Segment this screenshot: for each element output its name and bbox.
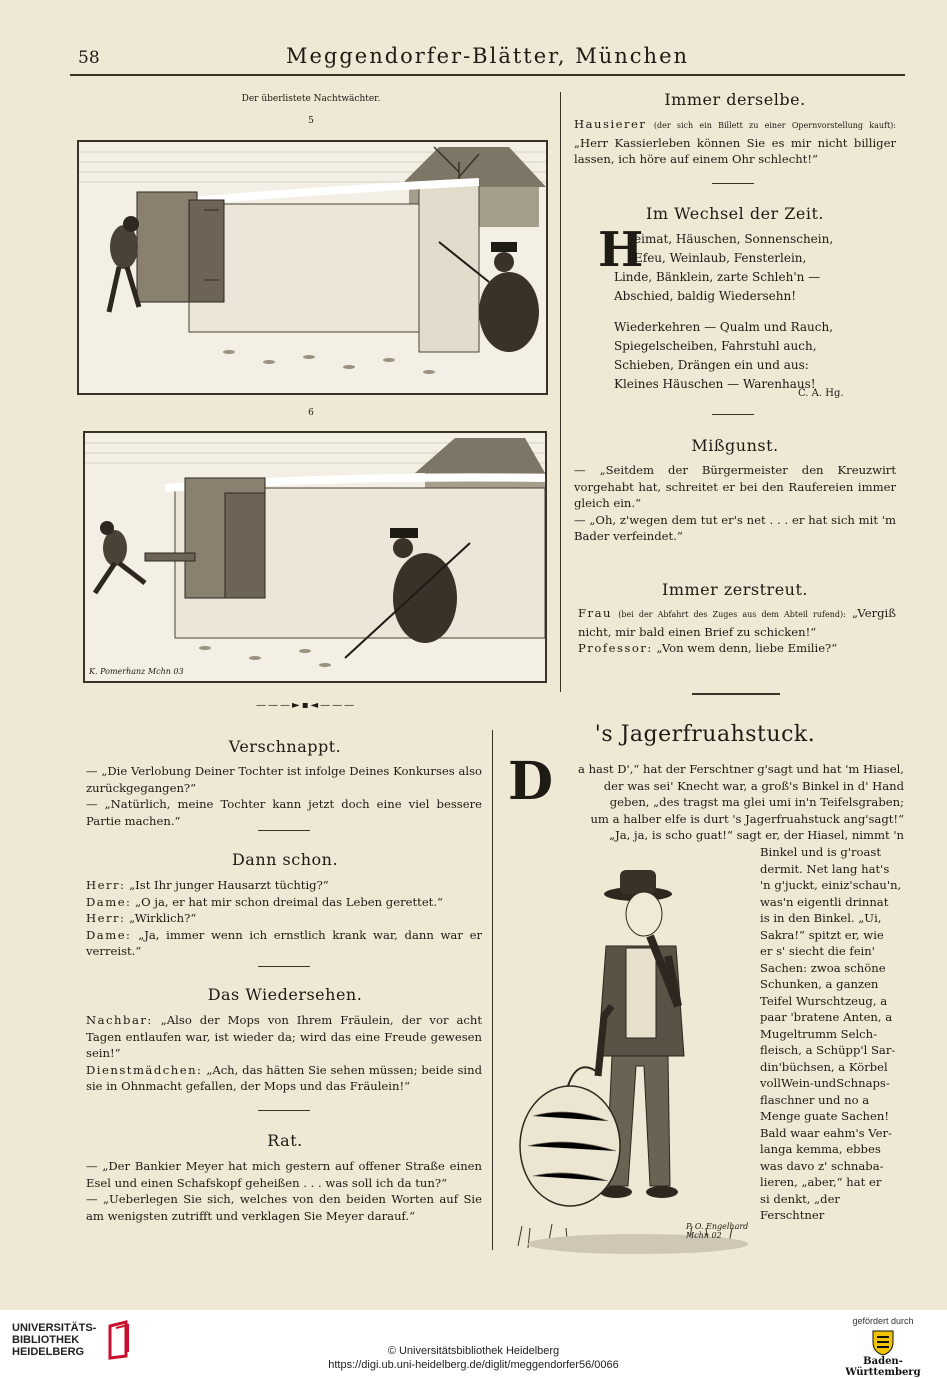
state-name: Baden-Württemberg — [845, 1356, 921, 1378]
panel-signature: K. Pomerhanz Mchn 03 — [89, 667, 184, 676]
poem-line: Efeu, Weinlaub, Fensterlein, — [634, 251, 807, 265]
permalink-url[interactable]: https://digi.ub.uni-heidelberg.de/diglit/meggendorfer56/0066 — [328, 1359, 619, 1371]
story-line: a hast D',“ hat der Ferschtner g'sagt und hat 'm Hiasel, — [577, 762, 904, 776]
verschnappt-line-2: — „Natürlich, meine Tochter kann jetzt doch eine viel bessere Partie machen.“ — [86, 797, 482, 828]
verschnappt-title: Verschnappt. — [228, 737, 342, 756]
column-rule-top — [560, 92, 561, 692]
story-line: fleisch, a Schüpp'l Sar- — [760, 1043, 896, 1057]
speaker: Professor: — [578, 641, 653, 655]
library-name-line-3: HEIDELBERG — [12, 1346, 85, 1358]
zerstreut-text — [578, 605, 896, 657]
hiasel-signature: P. O. Engelhard Mchn 02 — [686, 1222, 749, 1240]
page-number: 58 — [78, 48, 100, 68]
divider — [712, 414, 754, 415]
poem-stanza-1 — [614, 230, 894, 306]
missgunst-line-2: — „Oh, z'wegen dem tut er's net . . . er hat sich mit 'm Bader verfeindet.“ — [574, 512, 896, 543]
immer-derselbe-text — [574, 116, 896, 168]
story-line: lieren, „aber,“ hat er — [760, 1175, 882, 1189]
digitization-footer — [0, 1310, 947, 1378]
missgunst-title: Mißgunst. — [691, 436, 779, 455]
story-dropcap: D — [508, 751, 554, 812]
story-line: „Ja, ja, is scho guat!“ sagt er, der Hiasel, nimmt 'n — [609, 828, 904, 842]
story-line: was'n eigentli drinnat — [760, 894, 889, 909]
story-line: dermit. Net lang hat's — [760, 861, 890, 876]
story-line: langa kemma, ebbes — [760, 1142, 881, 1156]
divider — [258, 1110, 310, 1111]
comic-panel-6 — [83, 431, 547, 683]
speaker: Dame: — [86, 927, 132, 942]
jager-title: 's Jagerfruahstuck. — [594, 722, 816, 747]
dialogue: „Herr Kassierleben können Sie es mir nicht billiger lassen, ich höre auf einem Ohr schlecht!“ — [574, 135, 896, 166]
section-ornament: ———►▪◄——— — [256, 700, 357, 711]
rat-line-2: — „Ueberlegen Sie sich, welches von den beiden Worten auf Sie am wenigsten zutrifft und verklagen Sie Meyer darauf.“ — [86, 1192, 482, 1223]
divider — [258, 830, 310, 831]
missgunst-line-1: — „Seitdem der Bürgermeister den Kreuzwirt vorgehabt hat, schreitet er bei den Raufereien immer gleich ein.“ — [574, 463, 896, 510]
jager-text-narrow — [760, 844, 904, 1224]
poem-line: eimat, Häuschen, Sonnenschein, — [634, 232, 834, 246]
speaker: Dienstmädchen: — [86, 1062, 203, 1077]
speaker: Nachbar: — [86, 1013, 153, 1027]
dann-schon-text — [86, 877, 482, 960]
library-name-line-1: UNIVERSITÄTS- — [12, 1322, 97, 1334]
credit-block — [0, 1344, 947, 1372]
story-line: din'büchsen, a Körbel — [760, 1059, 888, 1074]
story-line: si denkt, „der Ferschtner — [760, 1191, 840, 1222]
wechsel-title: Im Wechsel der Zeit. — [646, 204, 824, 223]
dialogue: „Von wem denn, liebe Emilie?“ — [656, 641, 838, 655]
comic-caption: Der überlistete Nachtwächter. — [241, 94, 381, 104]
speaker: Herr: — [86, 878, 126, 892]
wiedersehen-text — [86, 1012, 482, 1095]
rat-line-1: — „Der Bankier Meyer hat mich gestern auf offener Straße einen Esel und einen Schafskopf geheißen . . . was soll ich da tun?“ — [86, 1159, 482, 1190]
rat-text — [86, 1158, 482, 1224]
poem-line: Kleines Häuschen — Warenhaus! — [614, 377, 816, 391]
story-line: paar 'bratene Anten, a — [760, 1010, 893, 1024]
story-line: Teifel Wurschtzeug, a — [760, 993, 888, 1008]
poem-dropcap: H — [598, 222, 644, 278]
story-line: um a halber elfe is durt 's Jagerfruahstuck ang'sagt!“ — [590, 811, 904, 826]
story-line: Sachen: zwoa schöne — [760, 960, 886, 975]
story-line: Schunken, a ganzen — [760, 977, 879, 991]
dialogue: „Ist Ihr junger Hausarzt tüchtig?“ — [129, 878, 329, 892]
library-name-line-2: BIBLIOTHEK — [12, 1334, 80, 1346]
dialogue: „Ja, immer wenn ich ernstlich krank war, dann war er verreist.“ — [86, 927, 482, 958]
dialogue: „Ach, das hätten Sie sehen müssen; beide sind sie in Ohnmacht gefallen, der Mops und das Fräulein!“ — [86, 1062, 482, 1093]
story-line: Sakra!“ spitzt er, wie — [760, 927, 884, 942]
page-header — [70, 40, 905, 76]
story-line: flaschner und no a — [760, 1092, 870, 1107]
speaker: Herr: — [86, 911, 126, 925]
divider — [712, 183, 754, 184]
story-line: er s' siecht die fein' — [760, 944, 875, 958]
poem-stanza-2 — [614, 318, 894, 394]
dialogue: „Also der Mops von Ihrem Fräulein, der vor acht Tagen entlaufen war, ist wieder da; wird das eine Freude gewesen sein!“ — [86, 1013, 482, 1060]
story-line: geben, „des tragst ma glei umi in'n Teifelsgraben; — [609, 795, 904, 809]
poem-line: Linde, Bänklein, zarte Schleh'n — — [614, 270, 821, 284]
copyright-text: © Universitätsbibliothek Heidelberg — [387, 1345, 560, 1357]
journal-title: Meggendorfer-Blätter, München — [285, 44, 690, 68]
verschnappt-text — [86, 763, 482, 829]
story-line: was davo z' schnaba- — [760, 1158, 884, 1173]
stage-direction: (bei der Abfahrt des Zuges aus dem Abteil rufend): — [618, 610, 846, 619]
state-coat-of-arms-icon — [869, 1328, 897, 1356]
story-line: Binkel und is g'roast — [760, 845, 882, 859]
verschnappt-line-1: — „Die Verlobung Deiner Tochter ist infolge Deines Konkurses also zurückgegangen?“ — [86, 764, 482, 795]
missgunst-text — [574, 462, 896, 545]
panel-6-number: 6 — [308, 408, 314, 418]
wiedersehen-title: Das Wiedersehen. — [207, 985, 363, 1004]
speaker: Frau — [578, 606, 612, 620]
poem-line: Spiegelscheiben, Fahrstuhl auch, — [614, 339, 817, 353]
funded-by-label: gefördert durch — [852, 1316, 914, 1326]
jager-text-wide — [502, 761, 904, 844]
story-line: Bald waar eahm's Ver- — [760, 1125, 892, 1140]
story-line: 'n g'juckt, einiz'schau'n, — [760, 878, 902, 892]
funding-logo[interactable] — [833, 1316, 933, 1378]
comic-panel-5 — [77, 140, 548, 395]
column-rule-bottom — [492, 730, 493, 1250]
dann-schon-title: Dann schon. — [231, 850, 339, 869]
zerstreut-title: Immer zerstreut. — [662, 580, 808, 599]
poem-line: Abschied, baldig Wiedersehn! — [614, 289, 797, 303]
dialogue: „Vergiß nicht, mir bald einen Brief zu schicken!“ — [578, 606, 896, 639]
story-line: vollWein-undSchnaps- — [760, 1076, 890, 1090]
poem-line: Schieben, Drängen ein und aus: — [614, 358, 809, 372]
dialogue: „O ja, er hat mir schon dreimal das Leben gerettet.“ — [135, 894, 443, 909]
immer-derselbe-title: Immer derselbe. — [664, 90, 806, 109]
dialogue: „Wirklich?“ — [129, 911, 197, 925]
speaker: Hausierer — [574, 117, 647, 131]
divider — [258, 966, 310, 967]
speaker: Dame: — [86, 894, 132, 909]
stage-direction: (der sich ein Billett zu einer Opernvorstellung kauft): — [653, 121, 896, 130]
divider — [692, 693, 780, 695]
poem-author: C. A. Hg. — [798, 388, 844, 399]
poem-line: Wiederkehren — Qualm und Rauch, — [614, 320, 834, 334]
story-line: Mugeltrumm Selch- — [760, 1026, 878, 1041]
hiasel-illustration — [508, 856, 756, 1260]
panel-5-number: 5 — [308, 116, 314, 126]
story-line: Menge guate Sachen! — [760, 1109, 889, 1123]
story-line: is in den Binkel. „Ui, — [760, 911, 882, 925]
story-line: der was sei' Knecht war, a groß's Binkel in d' Hand — [603, 778, 904, 793]
rat-title: Rat. — [267, 1131, 303, 1150]
